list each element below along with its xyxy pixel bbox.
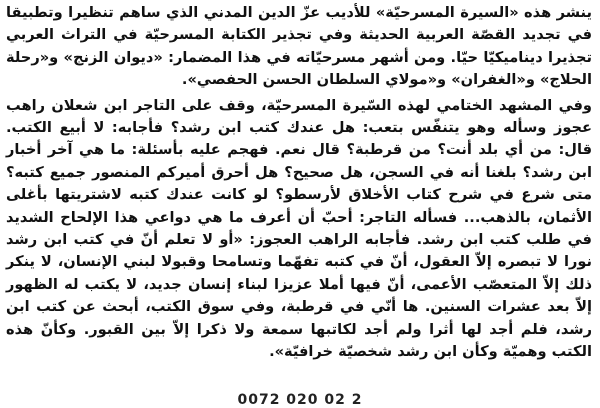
page-footer-number: 0072 020 02 2: [237, 392, 363, 408]
paragraph-intro: ينشر هذه «السيرة المسرحيّة» للأديب عزّ الدين المدني الذي ساهم تنظيرا وتطبيقا في تجديد القصّة العربية الحديثة وفي تجذير الكتابة المسرحيّة في التراث العربي تجذيرا ديناميكيّا حيّا. ومن أشهر مسرحيّاته في هذا المضمار: «ديوان الزنج» و«رحلة الحلاج» و«الغفران» و«مولاي السلطان الحسن الحفصي».: [6, 4, 592, 89]
paragraph-closing-scene: وفي المشهد الختامي لهذه السّيرة المسرحيّة، وقف على التاجر ابن شعلان راهب عجوز وسأله وهو يتنفّس بتعب: هل عندك كتب ابن رشد؟ فأجابه: لا أبيع الكتب. قال: من أي بلد أنت؟ من قرطبة؟ قال نعم. فهجم عليه بأسئلة: ما هي آخر أخبار ابن رشد؟ بلغنا أنه في السجن، هل صحيح؟ هل أحرق أميركم المنصور جميع كتبه؟ متى شرع في شرح كتاب الأخلاق لأرسطو؟ لو كانت عندك كتبه لاشتريتها بأغلى الأثمان، بالذهب... فسأله التاجر: أحبّ أن أعرف ما هي دواعي هذا الإلحاح الشديد في طلب كتب ابن رشد. فأجابه الراهب العجوز: «أو لا تعلم أنّ في كتب ابن رشد نورا لا تبصره إلاّ العقول، أنّ في كتبه تفهّما وتسامحا وقبولا لبني الإنسان، لا ينكر ذلك إلاّ المتعصّب الأعمى، أنّ فيها أملا عزيزا لبناء إنسان جديد، لا يكتب له الظهور إلاّ بعد عشرات السنين. ها أنّي في قرطبة، وفي سوق الكتب، أبحث عن كتب ابن رشد، فلم أجد لها أثرا ولم أجد لكاتبها سمعة ولا ذكرا إلاّ بين القبور. وكأنّ هذه الكتب وهميّة وكأن ابن رشد شخصيّة خرافيّة».: [6, 96, 592, 361]
